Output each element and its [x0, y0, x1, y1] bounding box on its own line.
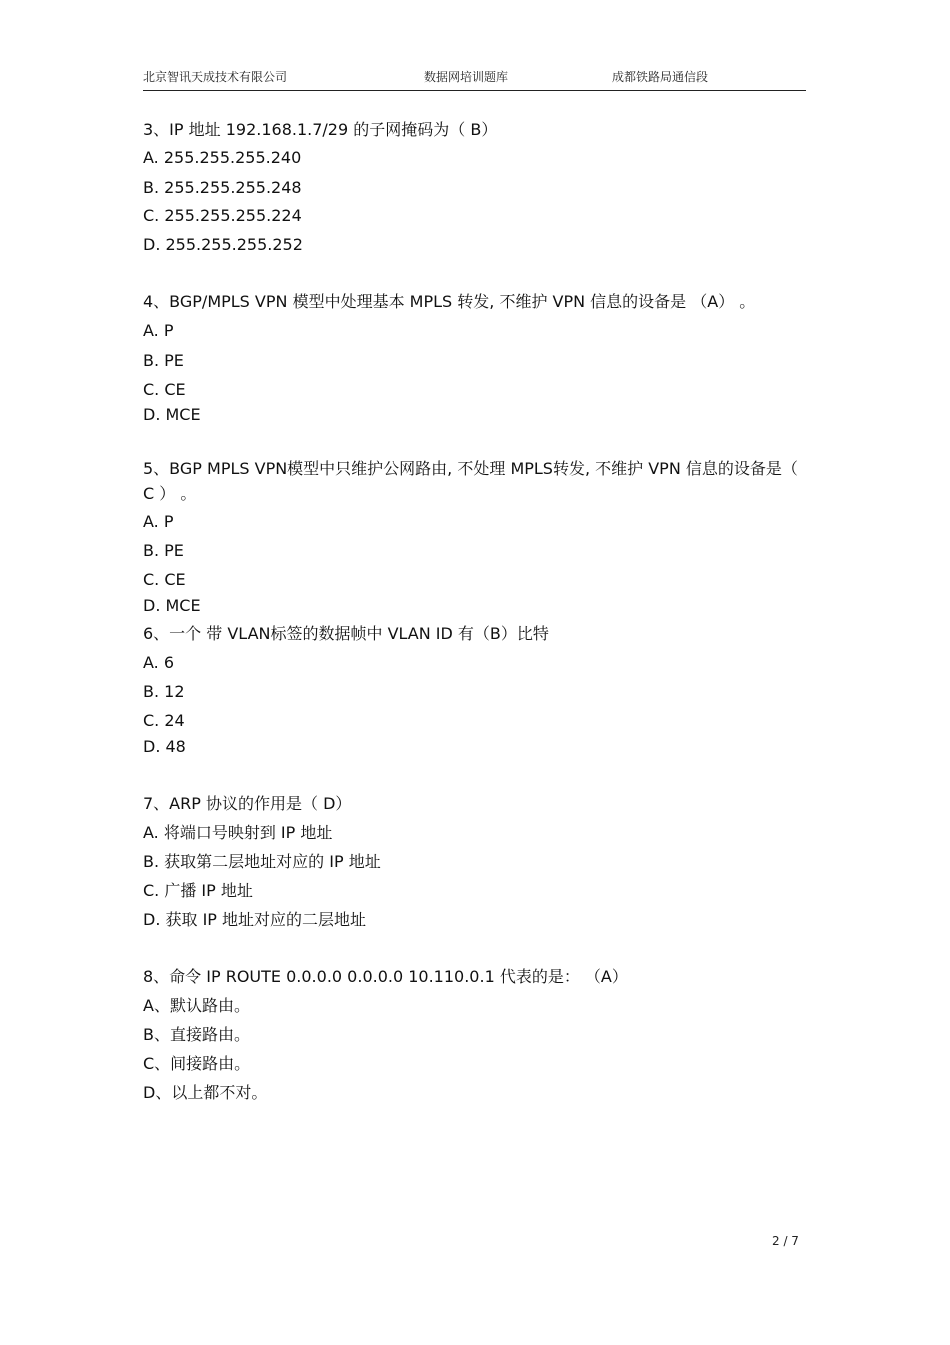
question-4-option-d: D. MCE	[143, 405, 201, 424]
question-8-option-a: A、默认路由。	[143, 996, 250, 1015]
question-8-option-d: D、以上都不对。	[143, 1083, 268, 1102]
question-7-option-c: C. 广播 IP 地址	[143, 881, 253, 900]
header-title: 数据网培训题库	[424, 70, 509, 84]
question-8-stem: 8、命令 IP ROUTE 0.0.0.0 0.0.0.0 10.110.0.1 代表的是： （A）	[143, 967, 628, 986]
question-3-option-a: A. 255.255.255.240	[143, 148, 302, 167]
question-6-option-d: D. 48	[143, 737, 186, 756]
question-4-option-c: C. CE	[143, 380, 186, 399]
question-5-option-d: D. MCE	[143, 596, 201, 615]
question-4-option-a: A. P	[143, 321, 174, 340]
question-5-option-b: B. PE	[143, 541, 184, 560]
question-3-option-d: D. 255.255.255.252	[143, 235, 303, 254]
header-company: 北京智讯天成技术有限公司	[143, 70, 288, 84]
question-6-option-a: A. 6	[143, 653, 175, 672]
question-3-stem: 3、IP 地址 192.168.1.7/29 的子网掩码为（ B）	[143, 120, 498, 139]
question-8-option-c: C、间接路由。	[143, 1054, 251, 1073]
question-7-option-d: D. 获取 IP 地址对应的二层地址	[143, 910, 367, 929]
question-7-option-b: B. 获取第二层地址对应的 IP 地址	[143, 852, 381, 871]
question-8-option-b: B、直接路由。	[143, 1025, 250, 1044]
question-4-stem: 4、BGP/MPLS VPN 模型中处理基本 MPLS 转发, 不维护 VPN 信息的设备是 （A） 。	[143, 292, 756, 311]
question-3-option-c: C. 255.255.255.224	[143, 206, 302, 225]
question-7-stem: 7、ARP 协议的作用是（ D）	[143, 794, 352, 813]
question-5-option-a: A. P	[143, 512, 174, 531]
question-3-option-b: B. 255.255.255.248	[143, 178, 302, 197]
question-6-option-b: B. 12	[143, 682, 185, 701]
question-7-option-a: A. 将端口号映射到 IP 地址	[143, 823, 333, 842]
header-department: 成都铁路局通信段	[612, 70, 709, 84]
page-number: 2 / 7	[772, 1234, 799, 1248]
question-4-option-b: B. PE	[143, 351, 184, 370]
page-header	[143, 68, 806, 91]
question-5-stem: 5、BGP MPLS VPN模型中只维护公网路由, 不处理 MPLS转发, 不维护 VPN 信息的设备是（ C ） 。	[143, 459, 798, 503]
question-6-stem: 6、一个 带 VLAN标签的数据帧中 VLAN ID 有（B）比特	[143, 624, 549, 643]
question-5-option-c: C. CE	[143, 570, 186, 589]
question-6-option-c: C. 24	[143, 711, 185, 730]
